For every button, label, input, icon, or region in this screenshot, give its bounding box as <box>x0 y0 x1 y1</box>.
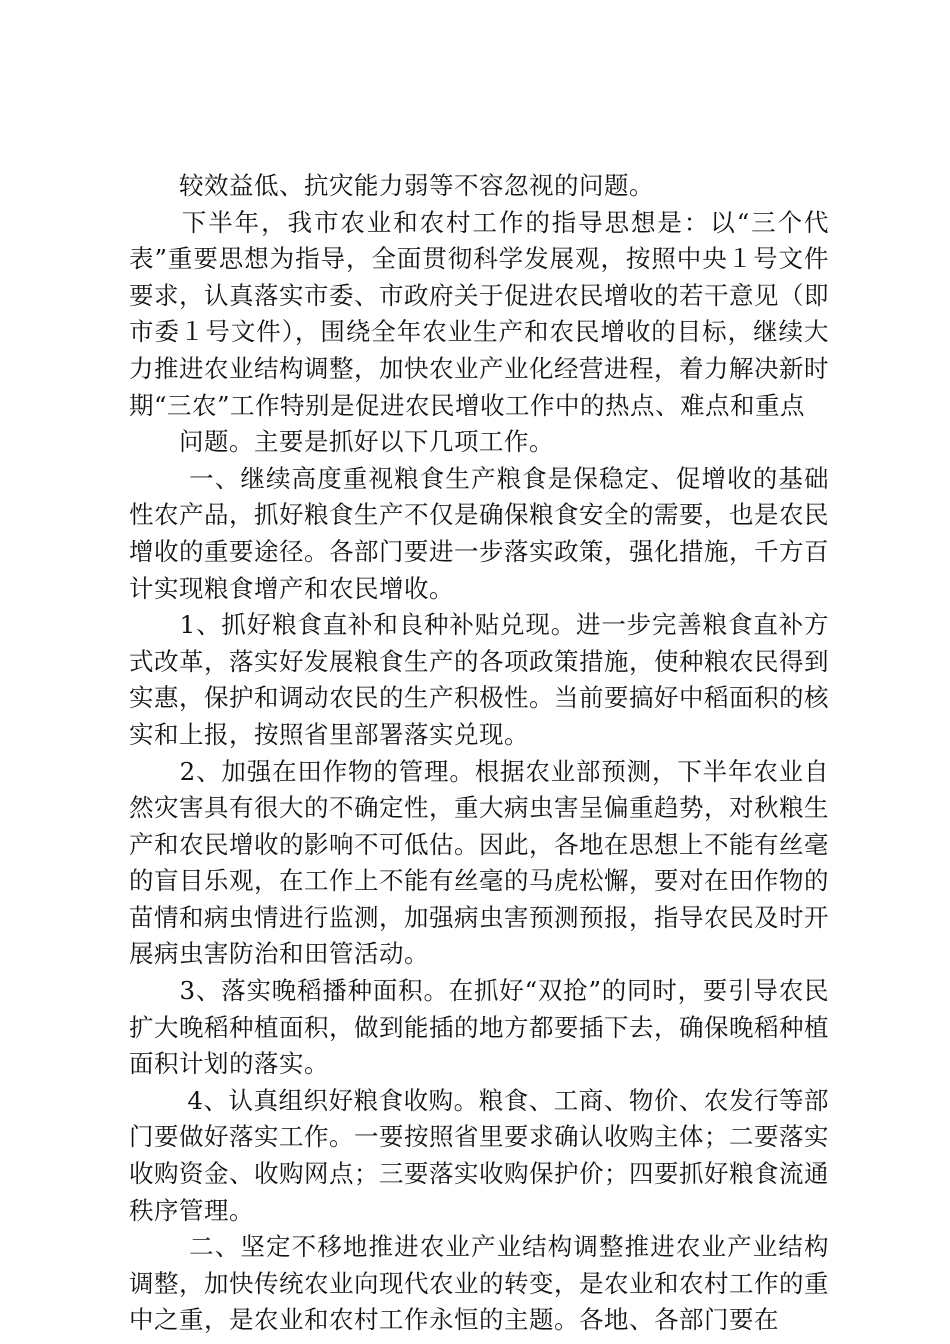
paragraph-3: 问题。主要是抓好以下几项工作。 <box>129 427 554 457</box>
paragraph-4: 一、继续高度重视粮食生产粮食是保稳定、促增收的基础性农产品，抓好粮食生产不仅是确保粮食安全的需要，也是农民增收的重要途径。各部门要进一步落实政策，强化措施，千方百计实现粮食增产和农民增收。 <box>129 463 829 603</box>
paragraph-8: 4、认真组织好粮食收购。粮食、工商、物价、农发行等部门要做好落实工作。一要按照省里要求确认收购主体；二要落实收购资金、收购网点；三要落实收购保护价；四要抓好粮食流通秩序管理。 <box>129 1085 829 1225</box>
paragraph-7: 3、落实晚稻播种面积。在抓好“双抢”的同时，要引导农民扩大晚稻种植面积，做到能插的地方都要插下去，确保晚稻种植面积计划的落实。 <box>129 976 829 1079</box>
document-body <box>129 168 829 1339</box>
paragraph-1: 较效益低、抗灾能力弱等不容忽视的问题。 <box>129 171 654 200</box>
paragraph-5: 1、抓好粮食直补和良种补贴兑现。进一步完善粮食直补方式改革，落实好发展粮食生产的各项政策措施，使种粮农民得到实惠，保护和调动农民的生产积极性。当前要搞好中稻面积的核实和上报，按照省里部署落实兑现。 <box>129 610 829 749</box>
paragraph-9: 二、坚定不移地推进农业产业结构调整推进农业产业结构调整，加快传统农业向现代农业的转变，是农业和农村工作的重中之重，是农业和农村工作永恒的主题。各地、各部门要在 <box>129 1232 829 1335</box>
paragraph-6: 2、加强在田作物的管理。根据农业部预测，下半年农业自然灾害具有很大的不确定性，重大病虫害呈偏重趋势，对秋粮生产和农民增收的影响不可低估。因此，各地在思想上不能有丝毫的盲目乐观，在工作上不能有丝毫的马虎松懈，要对在田作物的苗情和病虫情进行监测，加强病虫害预测预报，指导农民及时开展病虫害防治和田管活动。 <box>129 756 829 969</box>
paragraph-2: 下半年，我市农业和农村工作的指导思想是：以“三个代表”重要思想为指导，全面贯彻科学发展观，按照中央１号文件要求，认真落实市委、市政府关于促进农民增收的若干意见（即市委１号文件），围绕全年农业生产和农民增收的目标，继续大力推进农业结构调整，加快农业产业化经营进程，着力解决新时期“三农”工作特别是促进农民增收工作中的热点、难点和重点 <box>129 207 829 420</box>
